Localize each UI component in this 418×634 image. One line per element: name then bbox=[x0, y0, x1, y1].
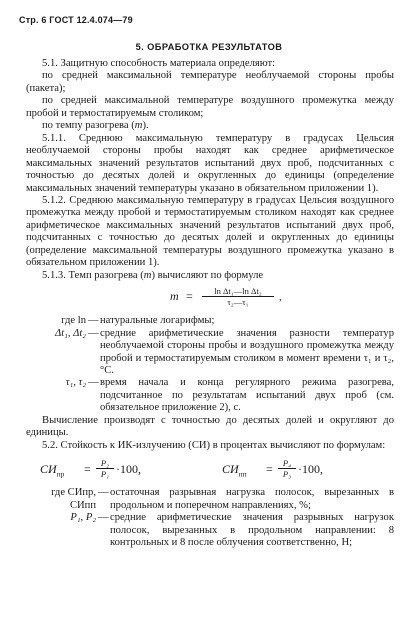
formula-numerator: ln Δt₁—ln Δt₂ bbox=[202, 286, 274, 297]
paragraph-calculation: Вычисление производят с точностью до десятых долей и округляют до единицы. bbox=[26, 414, 394, 439]
paragraph-5-1-2: 5.1.2. Среднюю максимальную температуру в градусах Цельсия воздушного промежутка между пробой и термостатируемым столиком находят как среднее арифметическое максимальных значений результатов испытаний двух проб, подсчитанных с точностью до десятых долей и округленных до единицы (определение максимальной температуры воздушного промежутка указано в обязательном приложении 1). bbox=[26, 194, 394, 269]
paragraph-5-1: 5.1. Защитную способность материала определяют: bbox=[42, 58, 276, 69]
formula-si-pr-fraction bbox=[96, 458, 114, 479]
formula-si-pp-equals: = bbox=[266, 462, 273, 477]
formula-equals: = bbox=[186, 289, 193, 304]
formula-si-pp-lhs: $СИ_{пп}$ bbox=[222, 462, 247, 479]
definition-term: где СИпр, СИпп bbox=[51, 487, 96, 511]
formula-si-pp-fraction bbox=[278, 458, 296, 479]
paragraph-5-1-3: 5.1.3. Темп разогрева (m) вычисляют по формуле bbox=[42, 269, 264, 281]
definition-row bbox=[26, 512, 394, 549]
definition-text: средние арифметические значения разности температур необлучаемой стороны пробы и воздушного промежутка между пробой и термостатируемым столиком в момент времени τ₁ и τ₂,°С. bbox=[100, 327, 394, 376]
paragraph-5-1-c: по темпу разогрева (m). bbox=[42, 120, 149, 132]
formula-si-pr-numerator: P₂ bbox=[96, 458, 114, 469]
definitions-list-2 bbox=[26, 487, 394, 549]
paragraph-5-1-1: 5.1.1. Среднюю максимальную температуру в градусах Цельсия необлучаемой стороны пробы находят как среднее арифметическое максимальных значений результатов испытаний двух проб, подсчитанных с точностью до десятых долей и округленных до единицы (определение максимальных значений температуры указано в обязательном приложении 1). bbox=[26, 132, 394, 194]
definition-dash: — bbox=[88, 377, 99, 389]
formula-heating-rate bbox=[26, 283, 394, 313]
definition-dash: — bbox=[88, 315, 99, 327]
page-header: Стр. 6 ГОСТ 12.4.074—79 bbox=[19, 15, 133, 25]
formula-si-pp-denominator: P₃ bbox=[282, 469, 292, 480]
paragraph-5-1-b: по средней максимальной температуре воздушного промежутка между пробой и термостатируемым столиком; bbox=[26, 95, 394, 119]
definition-text: средние арифметические значения разрывных нагрузок полосок, вырезанных в продольном направлении: 8 контрольных и 8 после облучения соответственно, Н; bbox=[110, 512, 394, 548]
section-title: 5. ОБРАБОТКА РЕЗУЛЬТАТОВ bbox=[135, 42, 283, 52]
formula-comma: , bbox=[279, 292, 282, 304]
definition-term: P₁, P₂ bbox=[70, 512, 96, 524]
formula-si-pr-equals: = bbox=[84, 462, 91, 477]
formula-si-pr-denominator: P₁ bbox=[100, 469, 110, 480]
definition-dash: — bbox=[88, 327, 99, 339]
definition-text: время начала и конца регулярного режима разогрева, подсчитанное по результатам испытаний двух проб (см. обязательное приложение 2), с. bbox=[100, 377, 394, 414]
paragraph-5-2: 5.2. Стойкость к ИК-излучению (СИ) в процентах вычисляют по формулам: bbox=[42, 439, 386, 451]
document-body bbox=[26, 58, 394, 549]
definition-term: τ₁, τ₂ bbox=[65, 377, 86, 389]
definition-row bbox=[26, 487, 394, 512]
paragraph-5-1-a: по средней максимальной температуре необлучаемой стороны пробы (пакета); bbox=[26, 70, 394, 94]
formula-lhs: m bbox=[170, 289, 179, 304]
definition-text: остаточная разрывная нагрузка полосок, вырезанных в продольном и поперечном направлениях, %; bbox=[110, 487, 394, 511]
definition-dash: — bbox=[98, 512, 109, 524]
definition-text: натуральные логарифмы; bbox=[100, 315, 215, 327]
formula-fraction bbox=[202, 286, 274, 307]
definition-row bbox=[26, 328, 394, 378]
formula-si-pp-numerator: P₄ bbox=[278, 458, 296, 469]
definition-term: Δt₁, Δt₂ bbox=[55, 327, 86, 339]
formula-si-pr-tail: ·100, bbox=[116, 462, 141, 477]
formula-si-pp-tail: ·100, bbox=[298, 462, 323, 477]
definition-row bbox=[26, 377, 394, 414]
definitions-list-1 bbox=[26, 315, 394, 415]
definition-row bbox=[26, 315, 394, 327]
definition-term: где ln bbox=[61, 315, 86, 327]
formula-si-pr-lhs: $СИ_{пр}$ bbox=[40, 462, 65, 479]
definition-dash: — bbox=[98, 487, 109, 499]
formula-denominator: τ₂—τ₁ bbox=[227, 297, 249, 308]
formula-ir-resistance bbox=[26, 455, 394, 485]
